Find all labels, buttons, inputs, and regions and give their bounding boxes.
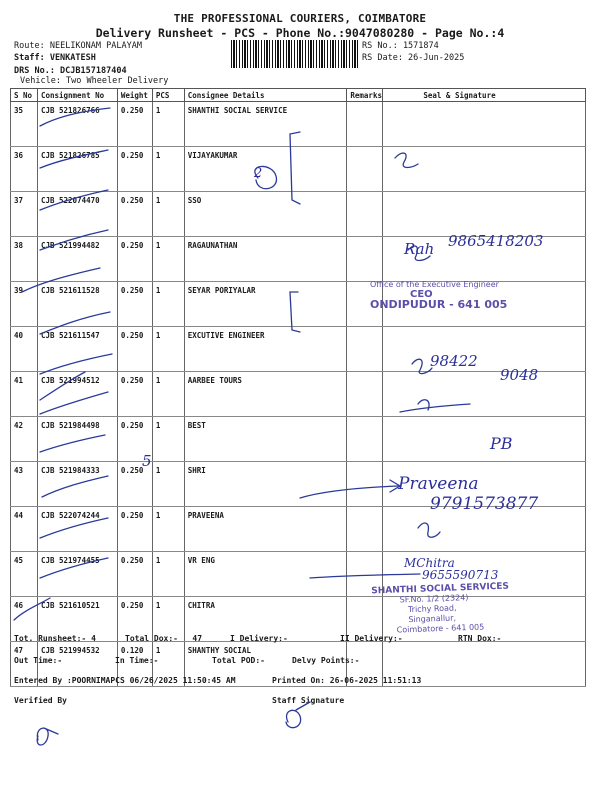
vehicle-line: Vehicle: Two Wheeler Delivery <box>20 76 169 86</box>
barcode-image <box>231 40 358 68</box>
cell-sno: 38 <box>11 237 38 282</box>
cell-sno: 40 <box>11 327 38 372</box>
cell-weight: 0.250 <box>117 282 152 327</box>
cell-pcs: 1 <box>152 597 184 642</box>
cell-weight: 0.250 <box>117 597 152 642</box>
cell-seal <box>383 147 586 192</box>
cell-weight: 0.250 <box>117 327 152 372</box>
table-row <box>11 282 586 327</box>
cell-consignment: CJB 521974455 <box>37 552 117 597</box>
cell-remarks <box>347 102 383 147</box>
cell-consignee: SHANTHY SOCIAL <box>184 642 347 687</box>
cell-pcs: 1 <box>152 372 184 417</box>
delvy-points: Delvy Points:- <box>292 656 360 665</box>
cell-consignee: PRAVEENA <box>184 507 347 552</box>
cell-seal <box>383 507 586 552</box>
company-title: THE PROFESSIONAL COURIERS, COIMBATORE <box>173 12 427 25</box>
table-row <box>11 462 586 507</box>
table-row <box>11 372 586 417</box>
cell-consignee: CHITRA <box>184 597 347 642</box>
verified-signature-scribble <box>37 728 58 745</box>
cell-seal <box>383 552 586 597</box>
stamp-line: Singanallur, <box>408 613 457 625</box>
cell-remarks <box>347 147 383 192</box>
stamp-line: Office of the Executive Engineer <box>370 280 499 289</box>
cell-sno: 41 <box>11 372 38 417</box>
cell-pcs: 1 <box>152 147 184 192</box>
stamp-line: Trichy Road, <box>407 603 457 615</box>
col-header-seal: Seal & Signature <box>383 89 586 102</box>
route-line <box>14 41 142 51</box>
cell-remarks <box>347 372 383 417</box>
cell-consignee: AARBEE TOURS <box>184 372 347 417</box>
stamp-line: CEO <box>410 289 433 300</box>
cell-seal <box>383 237 586 282</box>
cell-sno: 44 <box>11 507 38 552</box>
staff-line: Staff: VENKATESH <box>14 53 96 63</box>
rs-date: RS Date: 26-Jun-2025 <box>362 53 465 63</box>
handwritten-name: Praveena <box>398 474 479 494</box>
stamp-line: SF.No. 1/2 (2324) <box>399 593 469 605</box>
cell-weight: 0.250 <box>117 417 152 462</box>
cell-consignment: CJB 521611528 <box>37 282 117 327</box>
cell-weight: 0.250 <box>117 237 152 282</box>
cell-sno: 35 <box>11 102 38 147</box>
cell-pcs: 1 <box>152 327 184 372</box>
cell-consignment: CJB 521984498 <box>37 417 117 462</box>
rtn-dox: RTN Dox:- <box>458 634 502 643</box>
ii-delivery: II Delivery:- <box>340 634 403 643</box>
cell-remarks <box>347 507 383 552</box>
col-header-remarks: Remarks <box>347 89 383 102</box>
cell-weight: 0.250 <box>117 507 152 552</box>
cell-consignment: CJB 521826766 <box>37 102 117 147</box>
cell-consignment: CJB 521826785 <box>37 147 117 192</box>
cell-remarks <box>347 282 383 327</box>
cell-consignee: SEYAR PORIYALAR <box>184 282 347 327</box>
cell-remarks <box>347 237 383 282</box>
total-pod: Total POD:- <box>212 656 265 665</box>
total-dox: Total Dox:- 47 <box>125 634 203 643</box>
cell-seal <box>383 462 586 507</box>
cell-seal <box>383 192 586 237</box>
table-row <box>11 552 586 597</box>
cell-consignee: EXCUTIVE ENGINEER <box>184 327 347 372</box>
cell-consignment: CJB 522074470 <box>37 192 117 237</box>
handwritten-phone: 9655590713 <box>422 568 499 582</box>
handwritten-phone: 9791573877 <box>430 494 539 514</box>
cell-sno: 46 <box>11 597 38 642</box>
cell-pcs: 1 <box>152 642 184 687</box>
cell-consignee: VR ENG <box>184 552 347 597</box>
cell-remarks <box>347 327 383 372</box>
cell-weight: 0.250 <box>117 192 152 237</box>
col-header-pcs: PCS <box>152 89 184 102</box>
runsheet-subtitle: Delivery Runsheet - PCS - Phone No.:9047080280 - Page No.:4 <box>95 26 505 40</box>
route-value: NEELIKONAM PALAYAM <box>49 41 142 51</box>
printed-on: Printed On: 26-06-2025 11:51:13 <box>272 676 422 685</box>
cell-pcs: 1 <box>152 237 184 282</box>
cell-sno: 45 <box>11 552 38 597</box>
cell-seal <box>383 417 586 462</box>
cell-sno: 36 <box>11 147 38 192</box>
handwritten-name: MChitra <box>404 556 455 570</box>
handwritten-note: PB <box>490 434 513 453</box>
staff-signature-label: Staff Signature <box>272 696 345 705</box>
handwritten-phone: 9865418203 <box>448 232 544 250</box>
out-time: Out Time:- <box>14 656 63 665</box>
cell-consignee: VIJAYAKUMAR <box>184 147 347 192</box>
stamp-line: SHANTHI SOCIAL SERVICES <box>371 581 510 597</box>
cell-consignee: SHANTHI SOCIAL SERVICE <box>184 102 347 147</box>
handwritten-mark: 2 <box>254 166 263 181</box>
table-row <box>11 192 586 237</box>
cell-consignment: CJB 522074244 <box>37 507 117 552</box>
entered-by: Entered By :POORNIMAPCS 06/26/2025 11:50:45 AM <box>14 676 236 685</box>
table-row <box>11 417 586 462</box>
cell-consignee: RAGAUNATHAN <box>184 237 347 282</box>
cell-consignment: CJB 521611547 <box>37 327 117 372</box>
cell-consignee: SSO <box>184 192 347 237</box>
cell-consignment: CJB 521610521 <box>37 597 117 642</box>
cell-pcs: 1 <box>152 417 184 462</box>
cell-seal <box>383 372 586 417</box>
col-header-consignment: Consignment No <box>37 89 117 102</box>
i-delivery: I Delivery:- <box>230 634 288 643</box>
cell-pcs: 1 <box>152 282 184 327</box>
cell-sno: 39 <box>11 282 38 327</box>
cell-consignee: BEST <box>184 417 347 462</box>
cell-sno: 42 <box>11 417 38 462</box>
cell-pcs: 1 <box>152 102 184 147</box>
staff-signature-scribble <box>286 702 310 728</box>
table-row <box>11 237 586 282</box>
cell-sno: 47 <box>11 642 38 687</box>
cell-weight: 0.250 <box>117 102 152 147</box>
cell-pcs: 1 <box>152 552 184 597</box>
table-header-row <box>11 89 586 102</box>
cell-seal <box>383 102 586 147</box>
cell-weight: 0.250 <box>117 552 152 597</box>
verified-by-label: Verified By <box>14 696 67 705</box>
col-header-weight: Weight <box>117 89 152 102</box>
table-row <box>11 147 586 192</box>
stamp-line: ONDIPUDUR - 641 005 <box>370 298 508 311</box>
cell-consignment: CJB 521994532 <box>37 642 117 687</box>
cell-weight: 0.250 <box>117 462 152 507</box>
table-row <box>11 507 586 552</box>
tot-runsheet: Tot. Runsheet:- 4 <box>14 634 96 643</box>
cell-sno: 43 <box>11 462 38 507</box>
route-label: Route: <box>14 41 45 51</box>
cell-seal <box>383 282 586 327</box>
cell-remarks <box>347 417 383 462</box>
table-row <box>11 102 586 147</box>
cell-consignment: CJB 521994482 <box>37 237 117 282</box>
runsheet-table <box>10 88 586 687</box>
handwritten-phone: 98422 <box>430 352 478 370</box>
cell-consignment: CJB 521984333 <box>37 462 117 507</box>
cell-consignment: CJB 521994512 <box>37 372 117 417</box>
in-time: In Time:- <box>115 656 159 665</box>
cell-remarks <box>347 462 383 507</box>
handwritten-phone: 9048 <box>500 366 539 384</box>
cell-sno: 37 <box>11 192 38 237</box>
col-header-sno: S No <box>11 89 38 102</box>
drs-line: DRS No.: DCJB157187404 <box>14 66 127 76</box>
table-row <box>11 327 586 372</box>
cell-weight: 0.120 <box>117 642 152 687</box>
cell-pcs: 1 <box>152 507 184 552</box>
cell-weight: 0.250 <box>117 372 152 417</box>
cell-weight: 0.250 <box>117 147 152 192</box>
cell-remarks <box>347 552 383 597</box>
stamp-line: Coimbatore - 641 005 <box>396 622 485 635</box>
col-header-consignee: Consignee Details <box>184 89 347 102</box>
handwritten-name: Rah <box>404 240 435 258</box>
cell-remarks <box>347 192 383 237</box>
handwritten-mark: 5 <box>142 452 152 470</box>
cell-consignee: SHRI <box>184 462 347 507</box>
cell-seal <box>383 327 586 372</box>
rs-number: RS No.: 1571874 <box>362 41 439 51</box>
cell-pcs: 1 <box>152 462 184 507</box>
cell-pcs: 1 <box>152 192 184 237</box>
